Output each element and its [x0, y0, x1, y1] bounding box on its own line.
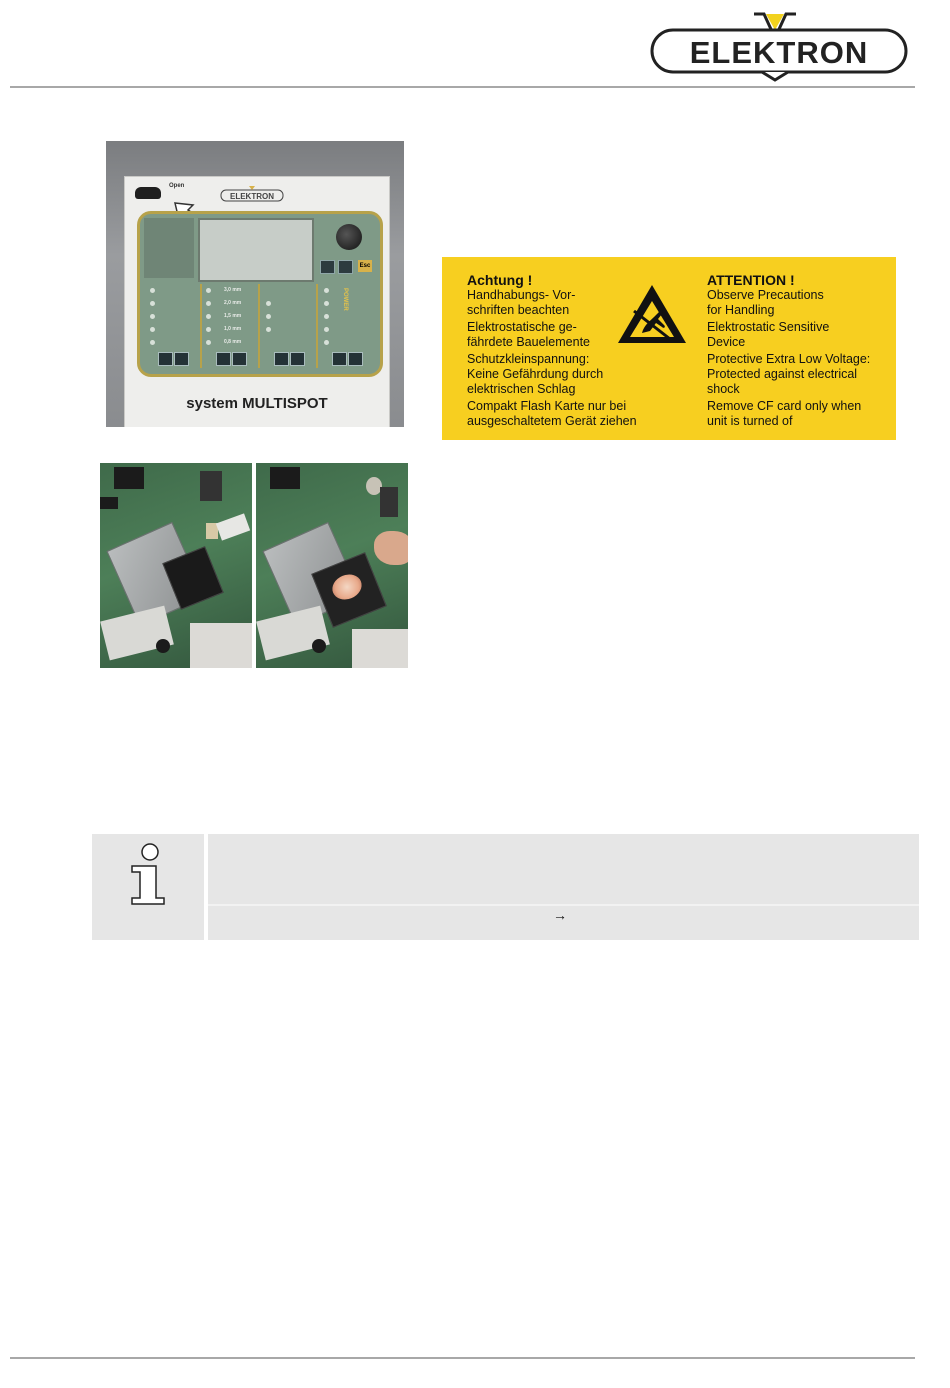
finger [374, 531, 408, 565]
info-note-row [208, 834, 919, 904]
rotary-knob [336, 224, 362, 250]
keypad [137, 211, 383, 377]
pcb-photo-card-removed [256, 463, 408, 668]
thickness-column: 3,0 mm 2,0 mm 1,5 mm 1,0 mm 0,8 mm [202, 284, 260, 368]
logo-text: ELEKTRON [689, 35, 869, 70]
info-key [320, 260, 335, 274]
program-column [260, 284, 318, 368]
cf-card-slot [135, 187, 161, 199]
memory-key [338, 260, 353, 274]
power-label: POWER [342, 288, 348, 311]
control-panel-photo [106, 141, 404, 427]
lcd-side-panel [144, 218, 194, 278]
reference-arrow-icon: → [553, 907, 567, 923]
pcb-photo-card-inserted [100, 463, 252, 668]
elektron-logo [648, 10, 910, 82]
footer-rule [10, 1357, 915, 1359]
warning-english: ATTENTION ! Observe Precautions for Handling Elektrostatic Sensitive Device Protective Extra Low Voltage: Protected against electrical shock Remove CF card only when unit is turned of [707, 272, 871, 428]
info-icon-cell [92, 834, 208, 940]
svg-text:ELEKTRON: ELEKTRON [230, 192, 274, 201]
info-note-box [92, 834, 919, 940]
mode-column [144, 284, 202, 368]
esd-warning-label [442, 257, 896, 440]
esd-warning-icon [616, 281, 688, 345]
panel-face [124, 176, 390, 427]
lcd-display [198, 218, 314, 282]
info-icon [128, 842, 168, 906]
header-rule [10, 86, 915, 88]
product-name: system MULTISPOT [186, 395, 328, 412]
esc-key: Esc [358, 260, 372, 272]
power-column [318, 284, 376, 368]
warning-german: Achtung ! Handhabungs- Vor- schriften beachten Elektrostatische ge- fährdete Bauelemente Schutzkleinspannung: Keine Gefährdung durch elektrischen Schlag Compakt Flash Karte nur bei ausgeschaltetem Gerät ziehen [467, 272, 637, 428]
slot-open-label: Open [169, 183, 185, 189]
